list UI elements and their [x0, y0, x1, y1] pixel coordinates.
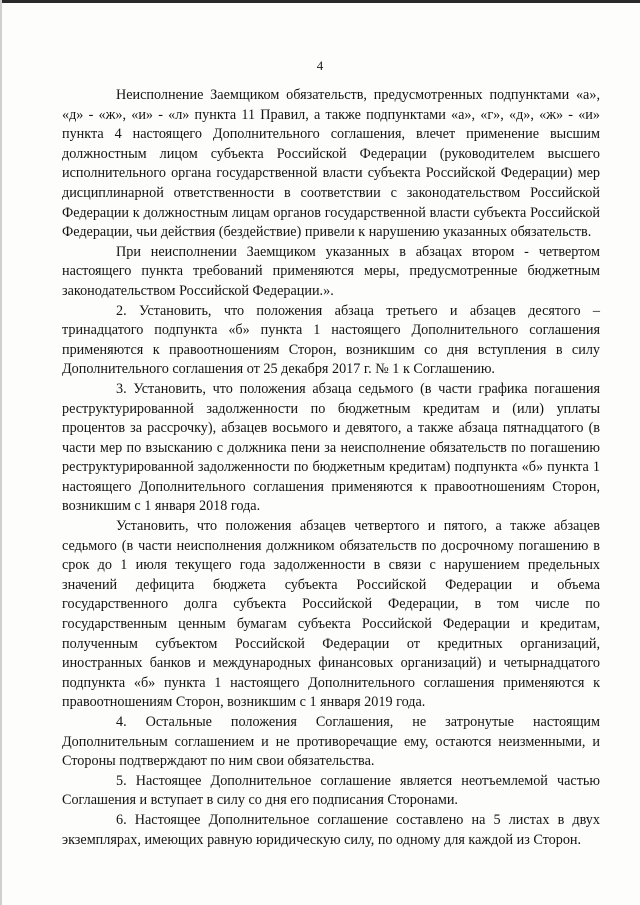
paragraph-noncompliance-measures: При неисполнении Заемщиком указанных в абзацах втором - четвертом настоящего пункта требований применяются меры, предусмотренные бюджетным законодательством Российской Федерации.».	[62, 243, 600, 299]
paragraph-item-6: 6. Настоящее Дополнительное соглашение составлено на 5 листах в двух экземплярах, имеющих равную юридическую силу, по одному для каждой из Сторон.	[62, 811, 600, 848]
paragraph-item-3-continued: Установить, что положения абзацев четвертого и пятого, а также абзацев седьмого (в части неисполнения должником обязательств по досрочному погашению в срок до 1 июля текущего года задолженности в связи с нарушением предельных значений дефицита бюджета субъекта Российской Федерации и объема государственного долга субъекта Российской Федерации, в том числе по государственным ценным бумагам субъекта Российской Федерации и кредитам, полученным субъектом Российской Федерации от кредитных организаций, иностранных банков и международных финансовых организаций) и четырнадцатого подпункта «б» пункта 1 настоящего Дополнительного соглашения применяются к правоотношениям Сторон, возникшим с 1 января 2019 года.	[62, 518, 600, 711]
paragraph-item-3: 3. Установить, что положения абзаца седьмого (в части графика погашения реструктурированной задолженности по бюджетным кредитам и (или) уплаты процентов за рассрочку), абзацев восьмого и девятого, а также абзаца пятнадцатого (в части мер по взысканию с должника пени за неисполнение обязательств по погашению реструктурированной задолженности по бюджетным кредитам) подпункта «б» пункта 1 настоящего Дополнительного соглашения применяются к правоотношениям Сторон, возникшим с 1 января 2018 года.	[62, 380, 600, 515]
paragraph-item-5: 5. Настоящее Дополнительное соглашение является неотъемлемой частью Соглашения и вступает в силу со дня его подписания Сторонами.	[62, 772, 600, 809]
scan-top-edge	[0, 0, 640, 3]
paragraph-item-4: 4. Остальные положения Соглашения, не затронутые настоящим Дополнительным соглашением и не противоречащие ему, остаются неизменными, и Стороны подтверждают по ним свои обязательства.	[62, 714, 600, 770]
paragraph-violation-consequences: Неисполнение Заемщиком обязательств, предусмотренных подпунктами «а», «д» - «ж», «и» - «л» пункта 11 Правил, а также подпунктами «а», «г», «д», «ж» - «и» пункта 4 настоящего Дополнительного соглашения, влечет применение высшим должностным лицом субъекта Российской Федерации (руководителем высшего исполнительного органа государственной власти субъекта Российской Федерации) мер дисциплинарной ответственности в соответствии с законодательством Российской Федерации к должностным лицам органов государственной власти субъекта Российской Федерации, чьи действия (бездействие) привели к нарушению указанных обязательств.	[62, 87, 600, 241]
scan-left-edge	[0, 0, 2, 905]
paragraph-item-2: 2. Установить, что положения абзаца третьего и абзацев десятого – тринадцатого подпункта «б» пункта 1 настоящего Дополнительного соглашения применяются к правоотношениям Сторон, возникшим со дня вступления в силу Дополнительного соглашения от 25 декабря 2017 г. № 1 к Соглашению.	[62, 302, 600, 378]
document-body	[62, 86, 600, 850]
page-number: 4	[316, 58, 324, 73]
